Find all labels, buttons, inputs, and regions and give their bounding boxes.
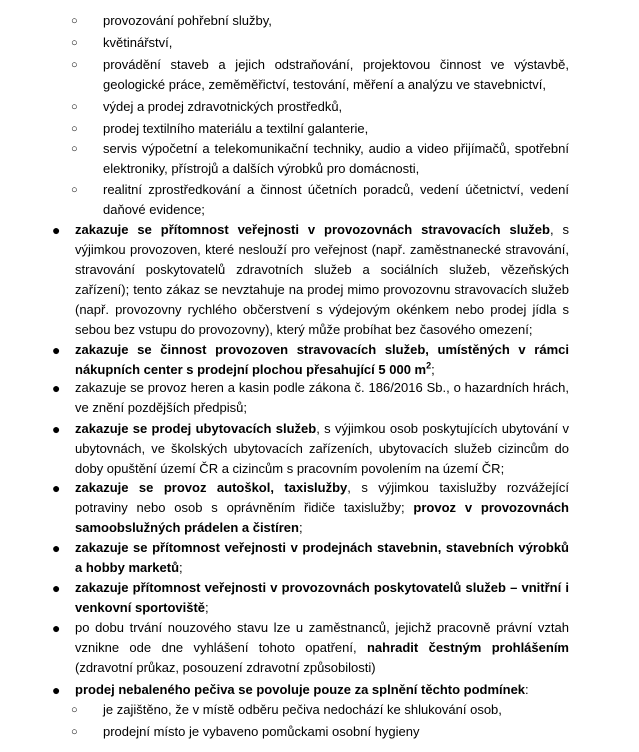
superscript: 2 bbox=[426, 360, 432, 371]
circle-bullet-icon: ○ bbox=[71, 101, 78, 113]
list-item bbox=[75, 340, 569, 380]
sublist-item: výdej a prodej zdravotnických prostředků, bbox=[103, 99, 343, 114]
text: zakazuje se provoz heren a kasin podle zákona č. 186/2016 Sb., o hazardních hrách, ve znění pozdějších předpisů; bbox=[75, 380, 569, 415]
text: : bbox=[525, 682, 529, 697]
sublist-item: květinářství, bbox=[103, 35, 173, 50]
text: , s výjimkou osob poskytujících ubytování v ubytovnách, ve školských ubytovacích zařízeních, ubytovacích služeb cizincům do doby opuštění území ČR a cizincům s pracovním povolením na území ČR; bbox=[75, 421, 569, 476]
disc-bullet-icon: ● bbox=[52, 480, 61, 496]
disc-bullet-icon: ● bbox=[52, 540, 61, 556]
bold-text: zakazuje se přítomnost veřejnosti v prodejnách stavebnin, stavebních výrobků a hobby marketů bbox=[75, 540, 569, 575]
bold-text: zakazuje se prodej ubytovacích služeb bbox=[75, 421, 317, 436]
bold-text-part: zakazuje se činnost provozoven stravovacích služeb, umístěných v rámci nákupních center s prodejní plochou přesahující 5 000 m bbox=[75, 342, 569, 377]
disc-bullet-icon: ● bbox=[52, 580, 61, 596]
text: ; bbox=[298, 520, 303, 535]
circle-bullet-icon: ○ bbox=[71, 123, 78, 135]
list-item bbox=[75, 538, 569, 578]
bold-text: zakazuje přítomnost veřejnosti v provozovnách poskytovatelů služeb – vnitřní i venkovní sportoviště bbox=[75, 580, 569, 615]
bold-text: zakazuje se přítomnost veřejnosti v provozovnách stravovacích služeb bbox=[75, 222, 550, 237]
sublist-item: provozování pohřební služby, bbox=[103, 13, 272, 28]
sublist-item: realitní zprostředkování a činnost účetních poradců, vedení účetnictví, vedení daňové evidence; bbox=[103, 182, 569, 217]
circle-bullet-icon: ○ bbox=[71, 143, 78, 155]
disc-bullet-icon: ● bbox=[52, 380, 61, 396]
disc-bullet-icon: ● bbox=[52, 342, 61, 358]
text: po dobu trvání nouzového stavu lze u zaměstnanců, jejichž pracovně právní vztah vznikne ode dne vyhlášení tohoto opatření, bbox=[75, 620, 569, 655]
list-item bbox=[75, 378, 569, 418]
text: , s výjimkou taxislužby rozvážející potraviny nebo osob s oprávněním řidiče taxislužby; bbox=[75, 480, 569, 515]
disc-bullet-icon: ● bbox=[52, 421, 61, 437]
bold-text: provoz v provozovnách samoobslužných prádelen a čistíren bbox=[75, 500, 570, 535]
disc-bullet-icon: ● bbox=[52, 222, 61, 238]
sublist-item: prodejní místo je vybaveno pomůckami osobní hygieny bbox=[103, 724, 420, 739]
sublist-item: servis výpočetní a telekomunikační techniky, audio a video přijímačů, spotřební elektroniky, přístrojů a dalších výrobků pro domácnosti, bbox=[103, 141, 569, 176]
sublist-item: prodej textilního materiálu a textilní galanterie, bbox=[103, 121, 369, 136]
list-item bbox=[75, 419, 569, 479]
text: ; bbox=[205, 600, 209, 615]
sublist-item: je zajištěno, že v místě odběru pečiva nedochází ke shlukování osob, bbox=[103, 702, 502, 717]
circle-bullet-icon: ○ bbox=[71, 184, 78, 196]
text: , s výjimkou provozoven, které neslouží pro veřejnost (např. zaměstnanecké stravování, stravování poskytovatelů zdravotních služeb a sociálních služeb, vězeňských zařízení); tento zákaz se nevztahuje na prodej mimo provozovnu stravovacích služeb (např. provozovny rychlého občerstvení s výdejovým okénkem nebo prodej jídla s sebou bez vstupu do provozovny), který může probíhat bez časového omezení; bbox=[75, 222, 569, 337]
bold-text bbox=[75, 342, 569, 377]
disc-bullet-icon: ● bbox=[52, 682, 61, 698]
circle-bullet-icon: ○ bbox=[71, 15, 78, 27]
circle-bullet-icon: ○ bbox=[71, 59, 78, 71]
circle-bullet-icon: ○ bbox=[71, 37, 78, 49]
bold-text: zakazuje se provoz autoškol, taxislužby bbox=[75, 480, 348, 495]
text: ; bbox=[179, 560, 183, 575]
list-item bbox=[75, 680, 569, 700]
sublist-item: provádění staveb a jejich odstraňování, projektovou činnost ve výstavbě, geologické práce, zeměměřictví, testování, měření a analýzu ve stavebnictví, bbox=[103, 57, 569, 92]
text: ; bbox=[431, 362, 435, 377]
disc-bullet-icon: ● bbox=[52, 620, 61, 636]
text: (zdravotní průkaz, posouzení zdravotní způsobilosti) bbox=[75, 660, 376, 675]
list-item bbox=[75, 478, 569, 538]
circle-bullet-icon: ○ bbox=[71, 726, 78, 738]
bold-text: prodej nebaleného pečiva se povoluje pouze za splnění těchto podmínek bbox=[75, 682, 526, 697]
circle-bullet-icon: ○ bbox=[71, 704, 78, 716]
list-item bbox=[75, 220, 569, 340]
list-item bbox=[75, 618, 569, 678]
bold-text: nahradit čestným prohlášením bbox=[366, 640, 569, 655]
list-item bbox=[75, 578, 569, 618]
